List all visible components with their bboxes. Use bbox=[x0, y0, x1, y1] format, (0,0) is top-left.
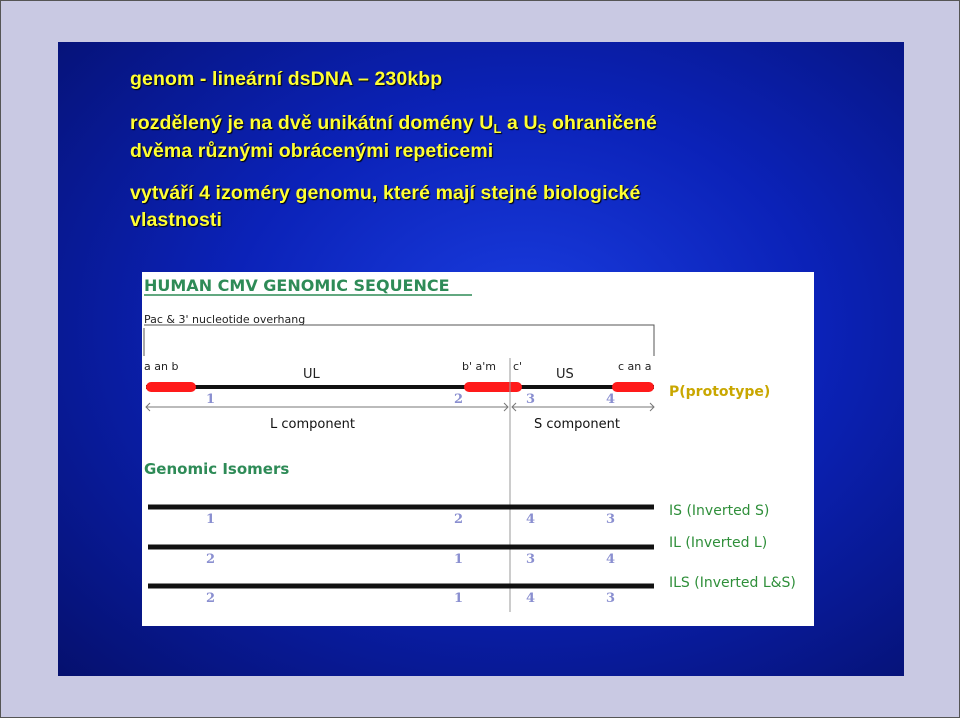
label-c-prime: c' bbox=[513, 360, 523, 373]
label-b-am: b' a'm bbox=[462, 360, 496, 373]
il-num-2: 1 bbox=[454, 552, 464, 567]
label-c-an-a: c an a bbox=[618, 360, 652, 373]
repeat-left bbox=[146, 382, 196, 392]
l-component-label: L component bbox=[270, 417, 355, 432]
ils-num-3: 4 bbox=[526, 591, 536, 606]
line2-part-c: ohraničené bbox=[546, 112, 658, 134]
slide-line-3: dvěma různými obrácenými repeticemi bbox=[130, 140, 494, 162]
isomer-is-label: IS (Inverted S) bbox=[669, 503, 770, 519]
prototype-label: P(prototype) bbox=[669, 384, 771, 400]
ils-num-4: 3 bbox=[606, 591, 616, 606]
line2-sub-s: S bbox=[537, 121, 547, 136]
isomers-title: Genomic Isomers bbox=[144, 460, 290, 478]
genome-diagram bbox=[142, 272, 814, 626]
label-us: US bbox=[556, 367, 574, 382]
s-component-label: S component bbox=[534, 417, 620, 432]
is-num-1: 1 bbox=[206, 512, 216, 527]
isomer-il-label: IL (Inverted L) bbox=[669, 535, 768, 551]
overhang-bracket bbox=[144, 325, 654, 356]
proto-num-2: 2 bbox=[454, 392, 464, 407]
il-num-1: 2 bbox=[206, 552, 216, 567]
slide-line-4: vytváří 4 izoméry genomu, které mají stejné biologické bbox=[130, 182, 641, 204]
ils-num-2: 1 bbox=[454, 591, 464, 606]
repeat-right bbox=[612, 382, 654, 392]
slide-line-5: vlastnosti bbox=[130, 209, 223, 231]
line2-part-a: rozdělený je na dvě unikátní domény U bbox=[130, 112, 494, 134]
figure-title: HUMAN CMV GENOMIC SEQUENCE bbox=[144, 276, 450, 295]
repeat-middle bbox=[464, 382, 522, 392]
overhang-label: Pac & 3' nucleotide overhang bbox=[144, 313, 306, 326]
line2-part-b: a U bbox=[501, 112, 538, 134]
il-num-3: 3 bbox=[526, 552, 536, 567]
is-num-3: 4 bbox=[526, 512, 536, 527]
line2-sub-l: L bbox=[493, 121, 502, 136]
il-num-4: 4 bbox=[606, 552, 616, 567]
is-num-2: 2 bbox=[454, 512, 464, 527]
is-num-4: 3 bbox=[606, 512, 616, 527]
ils-num-1: 2 bbox=[206, 591, 216, 606]
slide-line-1: genom - lineární dsDNA – 230kbp bbox=[130, 68, 443, 90]
proto-num-3: 3 bbox=[526, 392, 536, 407]
slide-line-2 bbox=[130, 110, 657, 137]
proto-num-1: 1 bbox=[206, 392, 216, 407]
proto-num-4: 4 bbox=[606, 392, 616, 407]
label-ul: UL bbox=[303, 367, 320, 382]
isomer-ils-label: ILS (Inverted L&S) bbox=[669, 575, 796, 591]
genome-figure bbox=[142, 272, 814, 626]
label-a-an-b: a an b bbox=[144, 360, 179, 373]
